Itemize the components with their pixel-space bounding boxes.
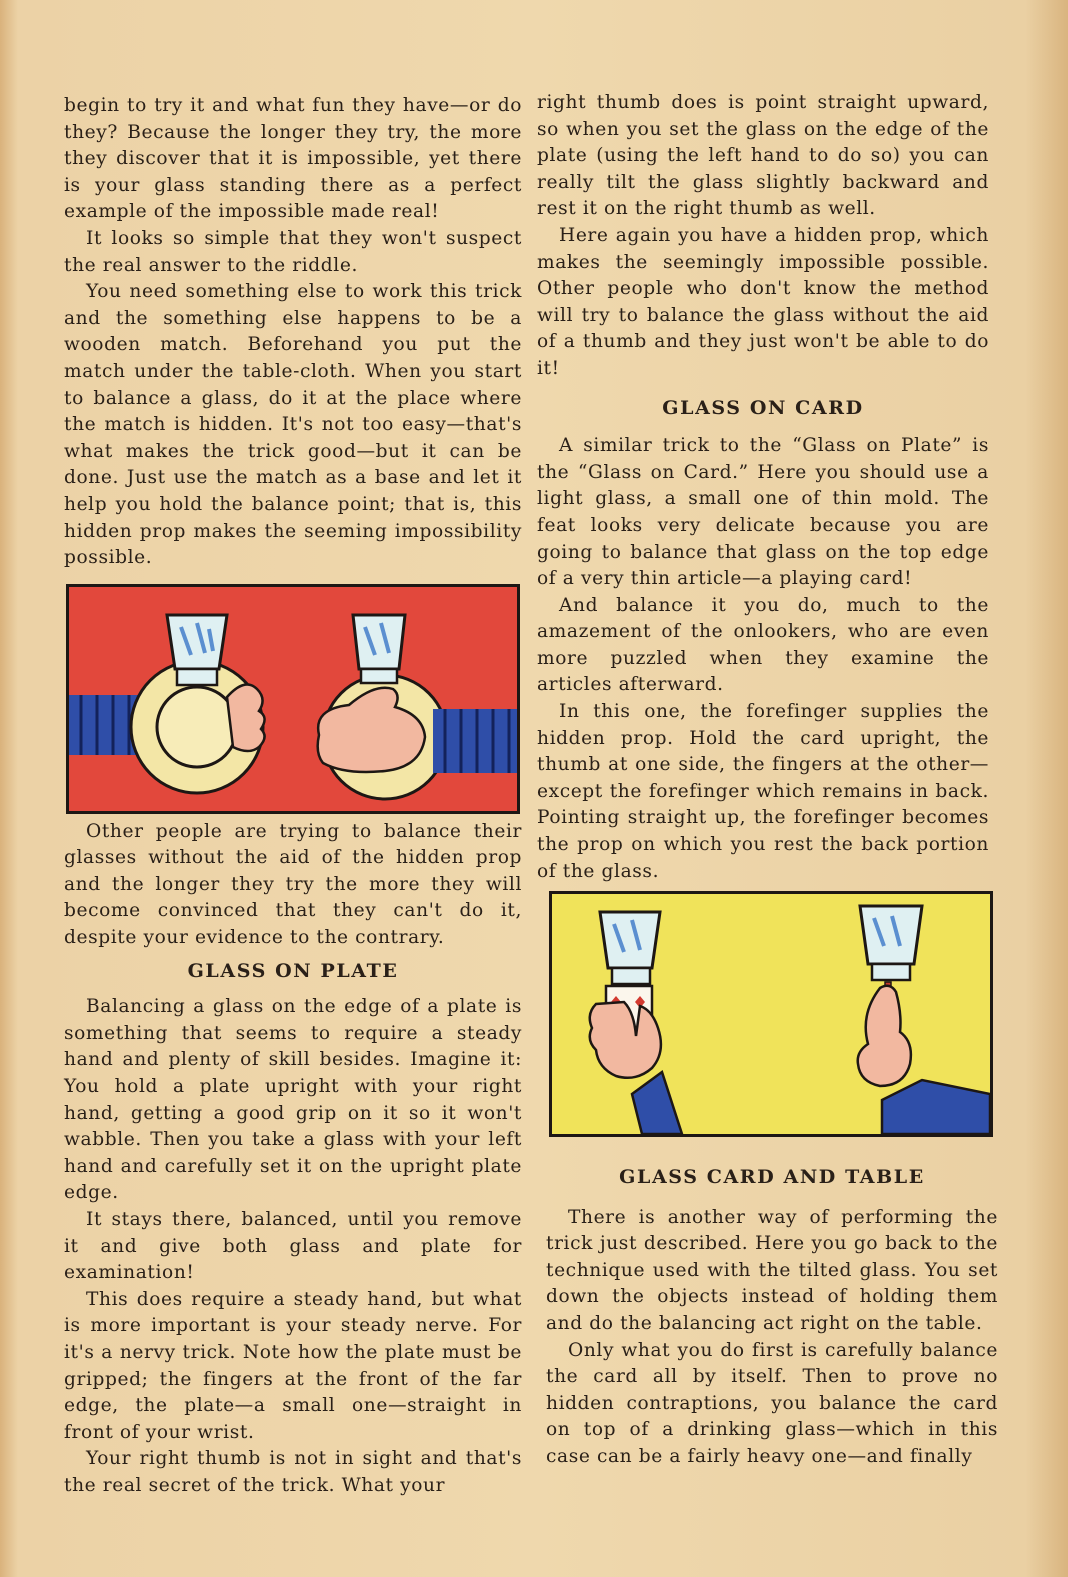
right-column-lower bbox=[546, 1164, 998, 1471]
card-illustration bbox=[552, 894, 990, 1134]
glass-right bbox=[860, 906, 922, 964]
sleeve-right bbox=[882, 1080, 990, 1134]
paragraph: Other people are trying to balance their glasses without the aid of the hidden prop and the longer they try the more they will become convinced that they can't do it, despite your evidence to the contrary. bbox=[64, 820, 522, 949]
hand-right bbox=[858, 986, 911, 1086]
hand-left bbox=[590, 1002, 661, 1078]
illustration-glass-on-plate bbox=[66, 584, 520, 814]
paragraph: You need something else to work this trick and the something else happens to be a wooden match. Beforehand you put the match under the table-cloth. When you start to balance a glass, do it at the place where the match is hidden. It's not too easy—that's what makes the trick good—but it can be done. Just use the match as a base and let it help you hold the balance point; that is, this hidden prop makes the seeming impossibility possible. bbox=[64, 281, 522, 569]
paragraph: Balancing a glass on the edge of a plate is something that seems to require a steady hand and plenty of skill besides. Imagine it: You hold a plate upright with your right hand, getting a good grip on it so it won't wabble. Then you take a glass with your left hand and carefully set it on the upright plate edge. bbox=[64, 996, 522, 1204]
paragraph: Your right thumb is not in sight and that's the real secret of the trick. What your bbox=[64, 1448, 522, 1496]
glass-left bbox=[600, 912, 660, 968]
paragraph: Only what you do first is carefully balance the card all by itself. Then to prove no hidden contraptions, you balance the card on top of a drinking glass—which in this case can be a fairly heavy one—and finally bbox=[546, 1339, 998, 1467]
illustration-glass-on-card bbox=[549, 891, 993, 1137]
section-heading-glass-on-plate: GLASS ON PLATE bbox=[187, 959, 399, 982]
section-heading-glass-on-card: GLASS ON CARD bbox=[662, 396, 864, 419]
hand-left bbox=[227, 685, 265, 752]
paragraph: begin to try it and what fun they have—or do they? Because the longer they try, the more they discover that it is impossible, yet there is your glass standing there as a perfect example of the impossible made real! bbox=[64, 95, 522, 223]
right-column bbox=[537, 90, 989, 885]
paragraph: There is another way of performing the trick just described. Here you go back to the technique used with the tilted glass. You set down the objects instead of holding them and do the balancing act right on the table. bbox=[546, 1206, 998, 1334]
paragraph: Here again you have a hidden prop, which makes the seemingly impossible possible. Other people who don't know the method will try to balance the glass without the aid of a thumb and they just won't be able to do it! bbox=[537, 224, 989, 379]
paragraph: A similar trick to the “Glass on Plate” is the “Glass on Card.” Here you should use a light glass, a small one of thin mold. The feat looks very delicate because you are going to balance that glass on the top edge of a very thin article—a playing card! bbox=[537, 435, 989, 590]
sleeve-left bbox=[632, 1072, 682, 1134]
paragraph: It stays there, balanced, until you remove it and give both glass and plate for examination! bbox=[64, 1209, 522, 1284]
plate-illustration bbox=[69, 587, 517, 811]
glass-right bbox=[353, 615, 405, 669]
paragraph: In this one, the forefinger supplies the hidden prop. Hold the card upright, the thumb at one side, the fingers at the other—except the forefinger which remains in back. Pointing straight up, the forefinger becomes the prop on which you rest the back portion of the glass. bbox=[537, 701, 989, 882]
section-heading-glass-card-and-table: GLASS CARD AND TABLE bbox=[619, 1166, 925, 1188]
paragraph: It looks so simple that they won't suspect the real answer to the riddle. bbox=[64, 227, 522, 276]
paragraph: This does require a steady hand, but what is more important is your steady nerve. For it's a nervy trick. Note how the plate must be gripped; the fingers at the front of the far edge, the plate—a small one—straight in front of your wrist. bbox=[64, 1288, 522, 1443]
paragraph: And balance it you do, much to the amazement of the onlookers, who are even more puzzled when they examine the articles afterward. bbox=[537, 594, 989, 696]
paragraph: right thumb does is point straight upward, so when you set the glass on the edge of the plate (using the left hand to do so) you can really tilt the glass slightly backward and rest it on the right thumb as well. bbox=[537, 92, 989, 220]
